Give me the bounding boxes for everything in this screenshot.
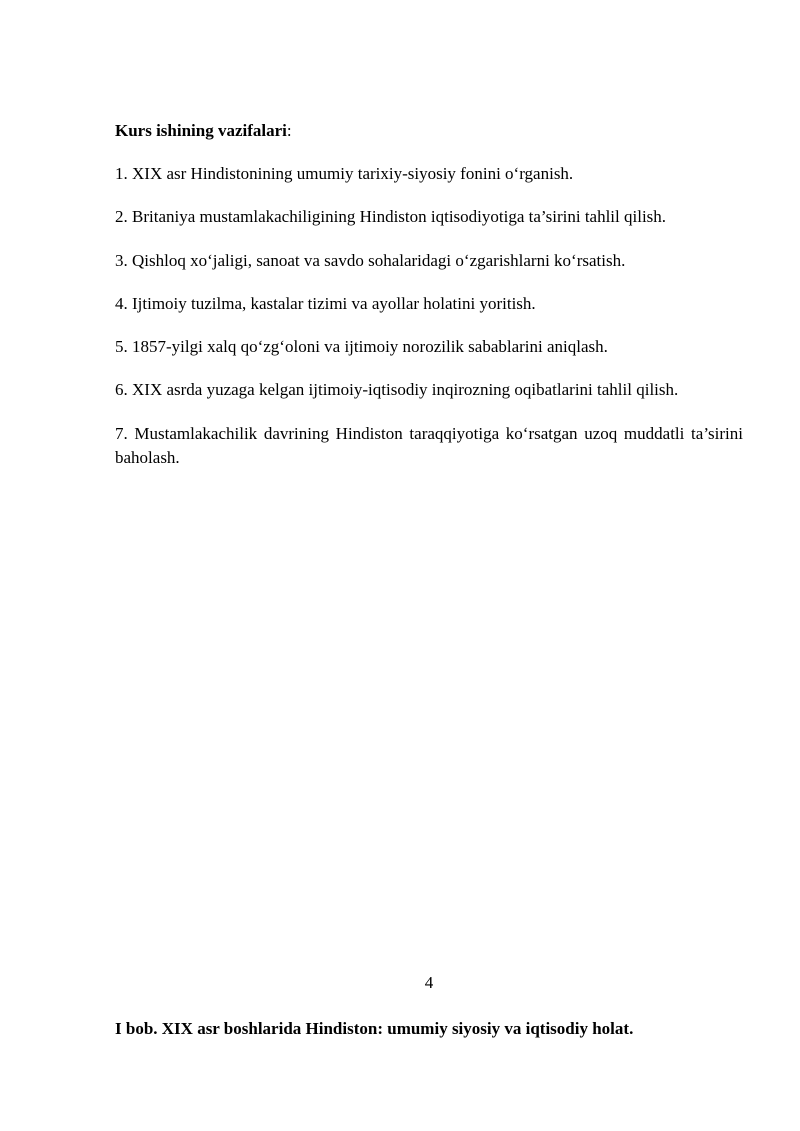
task-item-6: 6. XIX asrda yuzaga kelgan ijtimoiy-iqtisodiy inqirozning oqibatlarini tahlil qilish. <box>115 380 679 399</box>
task-item-4: 4. Ijtimoiy tuzilma, kastalar tizimi va ayollar holatini yoritish. <box>115 294 536 313</box>
task-item-3: 3. Qishloq xo‘jaligi, sanoat va savdo sohalaridagi o‘zgarishlarni ko‘rsatish. <box>115 251 626 270</box>
task-item-1: 1. XIX asr Hindistonining umumiy tarixiy-siyosiy fonini o‘rganish. <box>115 164 574 183</box>
task-item-7: 7. Mustamlakachilik davrining Hindiston taraqqiyotiga ko‘rsatgan uzoq muddatli ta’sirini baholash. <box>115 424 743 467</box>
section-heading <box>115 119 292 143</box>
chapter-heading: I bob. XIX asr boshlarida Hindiston: umumiy siyosiy va iqtisodiy holat. <box>115 1019 634 1038</box>
task-item-5: 5. 1857-yilgi xalq qo‘zg‘oloni va ijtimoiy norozilik sabablarini aniqlash. <box>115 337 608 356</box>
task-item-2: 2. Britaniya mustamlakachiligining Hindiston iqtisodiyotiga ta’sirini tahlil qilish. <box>115 207 667 226</box>
page-number: 4 <box>424 973 434 992</box>
section-heading-title: Kurs ishining vazifalari <box>115 121 287 140</box>
section-heading-colon: : <box>286 121 292 140</box>
